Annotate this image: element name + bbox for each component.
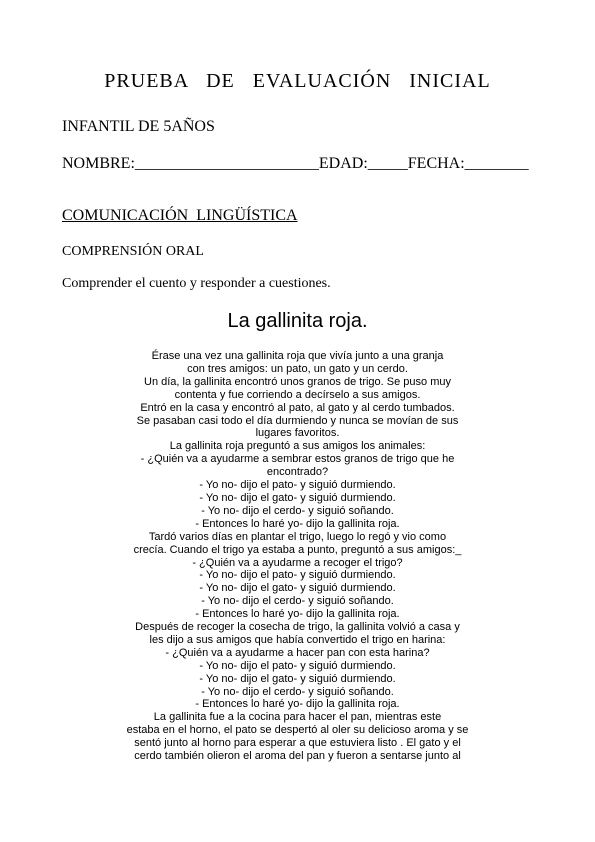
story-line: - Yo no- dijo el pato- y siguió durmiendo.: [199, 659, 396, 672]
story-line: - Yo no- dijo el cerdo- y siguió soñando.: [201, 685, 394, 698]
story-line: Se pasaban casi todo el día durmiendo y nunca se movían de sus: [136, 414, 459, 427]
story-line: - Yo no- dijo el cerdo- y siguió soñando.: [201, 595, 394, 608]
story-line: Después de recoger la cosecha de trigo, la gallinita volvió a casa y: [135, 621, 460, 634]
story-line: encontrado?: [266, 466, 329, 479]
page-title: PRUEBA DE EVALUACIÓN INICIAL: [104, 70, 491, 92]
story-line: - Yo no- dijo el pato- y siguió durmiendo.: [199, 479, 396, 492]
story-line: estaba en el horno, el pato se despertó al oler su delicioso aroma y se: [126, 724, 469, 737]
story-line: - Yo no- dijo el gato- y siguió durmiendo.: [199, 582, 396, 595]
story-line: - ¿Quién va a ayudarme a sembrar estos granos de trigo que he: [140, 453, 455, 466]
story-line: con tres amigos: un pato, un gato y un cerdo.: [187, 362, 408, 375]
name-age-date-row: NOMBRE:_______________________EDAD:_____FECHA:________: [62, 155, 529, 172]
story-line: lugares favoritos.: [255, 427, 340, 440]
story-line: - ¿Quién va a ayudarme a recoger el trigo?: [192, 556, 403, 569]
story-line: - Entonces lo haré yo- dijo la gallinita roja.: [195, 517, 400, 530]
story-line: Tardó varios días en plantar el trigo, luego lo regó y vio como: [148, 530, 447, 543]
story-line: - ¿Quién va a ayudarme a hacer pan con esta harina?: [165, 646, 430, 659]
story-line: contenta y fue corriendo a decírselo a sus amigos.: [174, 388, 421, 401]
story-line: Un día, la gallinita encontró unos granos de trigo. Se puso muy: [144, 375, 451, 388]
story-line: La gallinita roja preguntó a sus amigos los animales:: [169, 440, 426, 453]
story-line: - Entonces lo haré yo- dijo la gallinita roja.: [195, 698, 400, 711]
story-line: - Yo no- dijo el cerdo- y siguió soñando.: [201, 504, 394, 517]
subsection-heading: COMPRENSIÓN ORAL: [62, 244, 204, 259]
story-line: crecía. Cuando el trigo ya estaba a punto, preguntó a sus amigos:_: [133, 543, 462, 556]
story-line: - Entonces lo haré yo- dijo la gallinita roja.: [195, 608, 400, 621]
story-title: La gallinita roja.: [227, 310, 368, 332]
grade-level: INFANTIL DE 5AÑOS: [62, 118, 215, 135]
story-line: - Yo no- dijo el gato- y siguió durmiendo.: [199, 491, 396, 504]
story-line: - Yo no- dijo el pato- y siguió durmiendo.: [199, 569, 396, 582]
story-line: Entró en la casa y encontró al pato, al gato y al cerdo tumbados.: [140, 401, 455, 414]
story-line: La gallinita fue a la cocina para hacer el pan, mientras este: [153, 711, 442, 724]
story-line: les dijo a sus amigos que había convertido el trigo en harina:: [149, 633, 446, 646]
instruction-text: Comprender el cuento y responder a cuestiones.: [62, 276, 331, 291]
story-body: [110, 350, 485, 763]
story-line: - Yo no- dijo el gato- y siguió durmiendo.: [199, 672, 396, 685]
story-line: sentó junto al horno para esperar a que estuviera listo . El gato y el: [134, 737, 461, 750]
section-heading: COMUNICACIÓN LINGÜÍSTICA: [62, 207, 298, 224]
story-line: Érase una vez una gallinita roja que vivía junto a una granja: [151, 350, 444, 362]
story-line: cerdo también olieron el aroma del pan y fueron a sentarse junto al: [134, 750, 461, 763]
